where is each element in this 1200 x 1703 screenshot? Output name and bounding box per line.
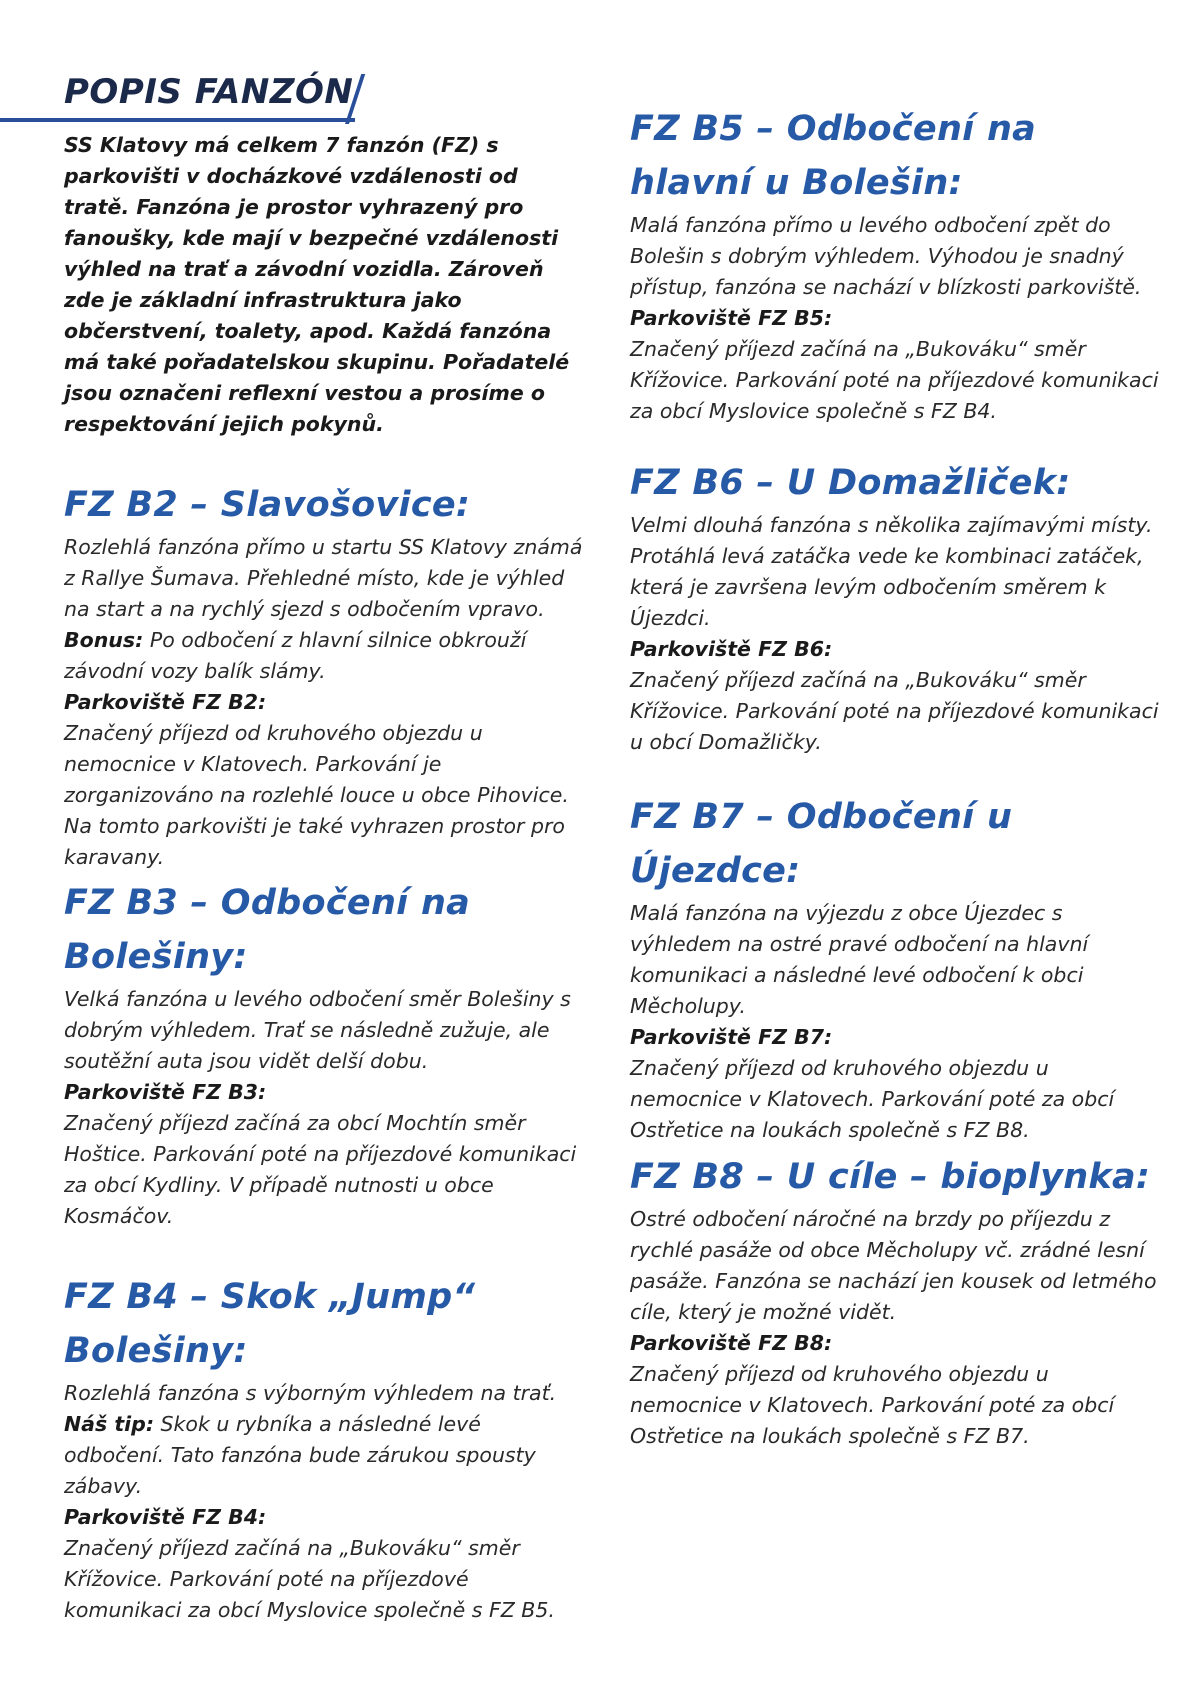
zone-description: Malá fanzóna přímo u levého odbočení zpět do Bolešin s dobrým výhledem. Výhodou je snadný přístup, fanzóna se nachází v blízkosti parkoviště. bbox=[630, 213, 1142, 299]
zone-description: Velmi dlouhá fanzóna s několika zajímavými místy. Protáhlá levá zatáčka vede ke kombinaci zatáček, která je završena levým odbočením směrem k Újezdci. bbox=[630, 513, 1153, 630]
zone-description: Malá fanzóna na výjezdu z obce Újezdec s výhledem na ostré pravé odbočení na hlavní komunikaci a následné levé odbočení k obci Měcholupy. bbox=[630, 901, 1089, 1018]
zone-b4 bbox=[64, 1270, 584, 1626]
parking-text: Značený příjezd od kruhového objezdu u nemocnice v Klatovech. Parkování poté za obcí Ostřetice na loukách společně s FZ B7. bbox=[630, 1362, 1115, 1448]
parking-label: Parkoviště FZ B6: bbox=[630, 637, 833, 661]
page-title: POPIS FANZÓN bbox=[64, 72, 354, 112]
zone-b2 bbox=[64, 478, 584, 873]
tip-text: Skok u rybníka a následné levé odbočení. Tato fanzóna bude zárukou spousty zábavy. bbox=[64, 1412, 536, 1498]
zone-description: Ostré odbočení náročné na brzdy po příjezdu z rychlé pasáže od obce Měcholupy vč. zrádné lesní pasáže. Fanzóna se nachází jen kousek od letmého cíle, který je možné vidět. bbox=[630, 1207, 1157, 1324]
zone-b5 bbox=[630, 102, 1160, 427]
parking-label: Parkoviště FZ B5: bbox=[630, 306, 833, 330]
parking-label: Parkoviště FZ B7: bbox=[630, 1025, 833, 1049]
zone-heading: FZ B2 – Slavošovice: bbox=[64, 485, 471, 525]
zone-b3 bbox=[64, 876, 584, 1232]
zone-heading: FZ B7 – Odbočení u Újezdce: bbox=[630, 797, 1013, 891]
zone-heading: FZ B3 – Odbočení na Bolešiny: bbox=[64, 883, 471, 977]
zone-b7 bbox=[630, 790, 1160, 1146]
title-underline bbox=[0, 118, 355, 122]
parking-label: Parkoviště FZ B4: bbox=[64, 1505, 267, 1529]
zone-heading: FZ B6 – U Domažliček: bbox=[630, 463, 1071, 503]
bonus-text: Po odbočení z hlavní silnice obkrouží závodní vozy balík slámy. bbox=[64, 628, 527, 683]
zone-description: Rozlehlá fanzóna s výborným výhledem na trať. bbox=[64, 1381, 557, 1405]
intro-paragraph: SS Klatovy má celkem 7 fanzón (FZ) s parkovišti v docházkové vzdálenosti od tratě. Fanzóna je prostor vyhrazený pro fanoušky, kde mají v bezpečné vzdálenosti výhled na trať a závodní vozidla. Zároveň zde je základní infrastruktura jako občerstvení, toalety, apod. Každá fanzóna má také pořadatelskou skupinu. Pořadatelé jsou označeni reflexní vestou a prosíme o respektování jejich pokynů. bbox=[64, 133, 570, 436]
parking-text: Značený příjezd začíná na „Bukováku“ směr Křížovice. Parkování poté na příjezdové komunikaci u obcí Domažličky. bbox=[630, 668, 1159, 754]
zone-heading: FZ B5 – Odbočení na hlavní u Bolešin: bbox=[630, 109, 1037, 203]
parking-label: Parkoviště FZ B8: bbox=[630, 1331, 833, 1355]
zone-description: Rozlehlá fanzóna přímo u startu SS Klatovy známá z Rallye Šumava. Přehledné místo, kde je výhled na start a na rychlý sjezd s odbočením vpravo. bbox=[64, 535, 583, 621]
page-title-block bbox=[0, 70, 380, 130]
parking-label: Parkoviště FZ B3: bbox=[64, 1080, 267, 1104]
zone-b8 bbox=[630, 1150, 1160, 1452]
zone-tip bbox=[64, 1409, 584, 1502]
parking-text: Značený příjezd od kruhového objezdu u nemocnice v Klatovech. Parkování poté za obcí Ostřetice na loukách společně s FZ B8. bbox=[630, 1056, 1115, 1142]
parking-text: Značený příjezd začíná na „Bukováku“ směr Křížovice. Parkování poté na příjezdové komunikaci za obcí Myslovice společně s FZ B4. bbox=[630, 337, 1159, 423]
bonus-label: Bonus: bbox=[64, 628, 144, 652]
zone-description: Velká fanzóna u levého odbočení směr Bolešiny s dobrým výhledem. Trať se následně zužuje, ale soutěžní auta jsou vidět delší dobu. bbox=[64, 987, 571, 1073]
tip-label: Náš tip: bbox=[64, 1412, 155, 1436]
zone-bonus bbox=[64, 625, 584, 687]
parking-text: Značený příjezd začíná za obcí Mochtín směr Hoštice. Parkování poté na příjezdové komunikaci za obcí Kydliny. V případě nutnosti u obce Kosmáčov. bbox=[64, 1111, 577, 1228]
zone-heading: FZ B4 – Skok „Jump“ Bolešiny: bbox=[64, 1277, 476, 1371]
zone-b6 bbox=[630, 456, 1160, 758]
parking-text: Značený příjezd od kruhového objezdu u nemocnice v Klatovech. Parkování je zorganizováno na rozlehlé louce u obce Pihovice. Na tomto parkovišti je také vyhrazen prostor pro karavany. bbox=[64, 721, 569, 869]
zone-heading: FZ B8 – U cíle – bioplynka: bbox=[630, 1157, 1151, 1197]
parking-text: Značený příjezd začíná na „Bukováku“ směr Křížovice. Parkování poté na příjezdové komunikaci za obcí Myslovice společně s FZ B5. bbox=[64, 1536, 555, 1622]
parking-label: Parkoviště FZ B2: bbox=[64, 690, 267, 714]
